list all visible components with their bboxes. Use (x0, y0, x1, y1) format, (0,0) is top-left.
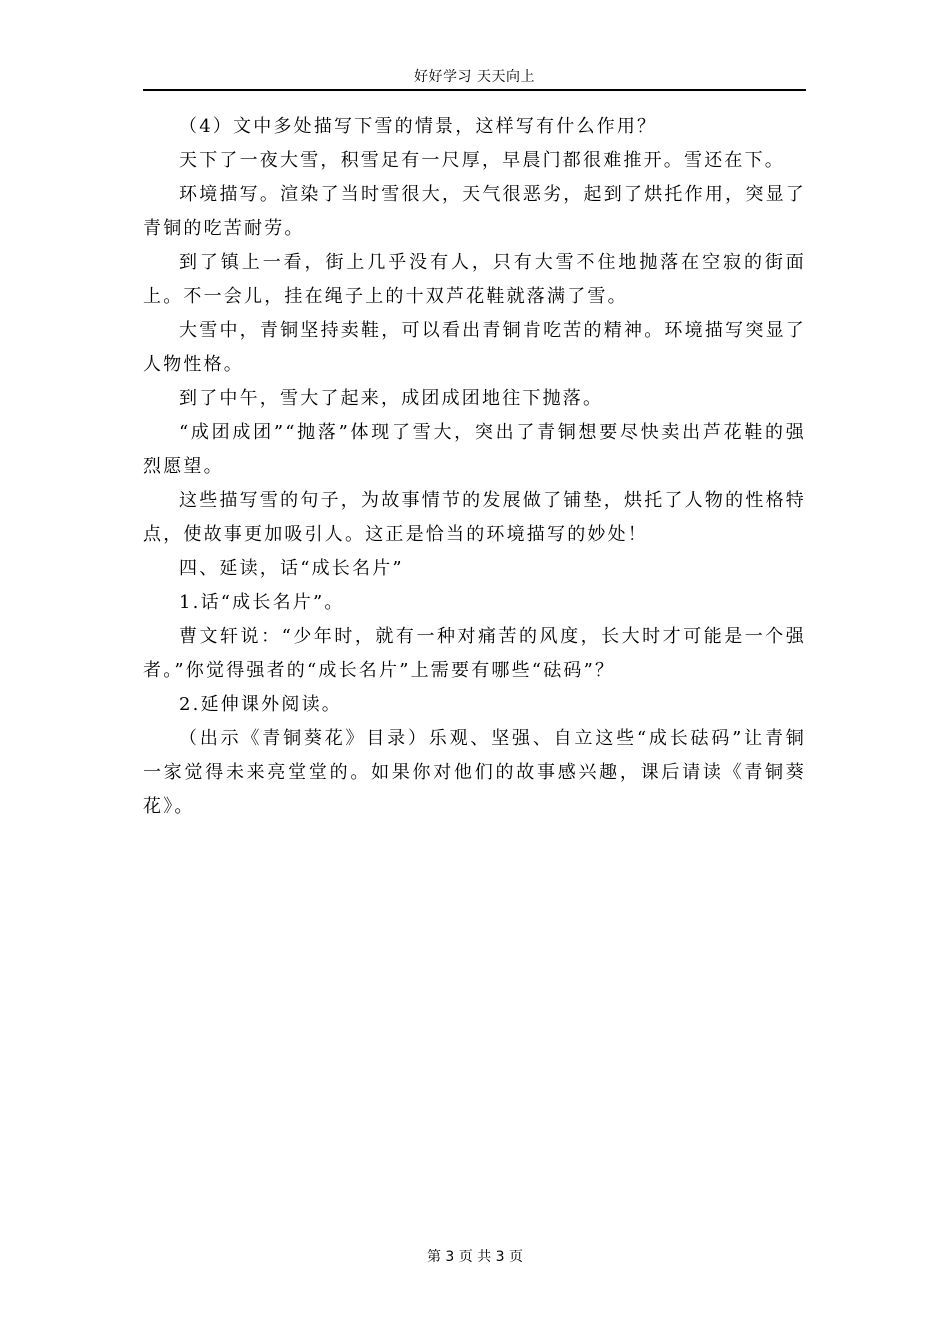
page-header (143, 66, 806, 91)
page-number: 第 3 页 共 3 页 (426, 1249, 524, 1265)
quote-town-street: 到了镇上一看，街上几乎没有人，只有大雪不住地抛落在空寂的街面上。不一会儿，挂在绳子上的十双芦花鞋就落满了雪。 (143, 252, 806, 307)
analysis-environment-2: 大雪中，青铜坚持卖鞋，可以看出青铜肯吃苦的精神。环境描写突显了人物性格。 (143, 320, 806, 375)
header-slogan: 好好学习 天天向上 (414, 69, 535, 85)
quote-noon-snow: 到了中午，雪大了起来，成团成团地往下抛落。 (179, 388, 604, 409)
quote-cao-wenxuan: 曹文轩说：“少年时，就有一种对痛苦的风度，长大时才可能是一个强者。”你觉得强者的“成长名片”上需要有哪些“砝码”？ (143, 626, 806, 681)
subheading-1: 1.话“成长名片”。 (179, 592, 345, 613)
page-footer (0, 1247, 950, 1267)
quote-snow-night: 天下了一夜大雪，积雪足有一尺厚，早晨门都很难推开。雪还在下。 (179, 150, 785, 171)
subheading-2: 2.延伸课外阅读。 (179, 694, 342, 715)
summary-paragraph: 这些描写雪的句子，为故事情节的发展做了铺垫，烘托了人物的性格特点，使故事更加吸引人。这正是恰当的环境描写的妙处！ (143, 490, 806, 545)
question-4: （4）文中多处描写下雪的情景，这样写有什么作用？ (179, 116, 658, 137)
analysis-environment-1: 环境描写。渲染了当时雪很大，天气很恶劣，起到了烘托作用，突显了青铜的吃苦耐劳。 (143, 184, 806, 239)
section-heading-4: 四、延读，话“成长名片” (179, 558, 404, 579)
document-body (143, 110, 806, 824)
analysis-environment-3: “成团成团”“抛落”体现了雪大，突出了青铜想要尽快卖出芦花鞋的强烈愿望。 (143, 422, 806, 477)
extended-reading: （出示《青铜葵花》目录）乐观、坚强、自立这些“成长砝码”让青铜一家觉得未来亮堂堂的。如果你对他们的故事感兴趣，课后请读《青铜葵花》。 (143, 728, 806, 817)
